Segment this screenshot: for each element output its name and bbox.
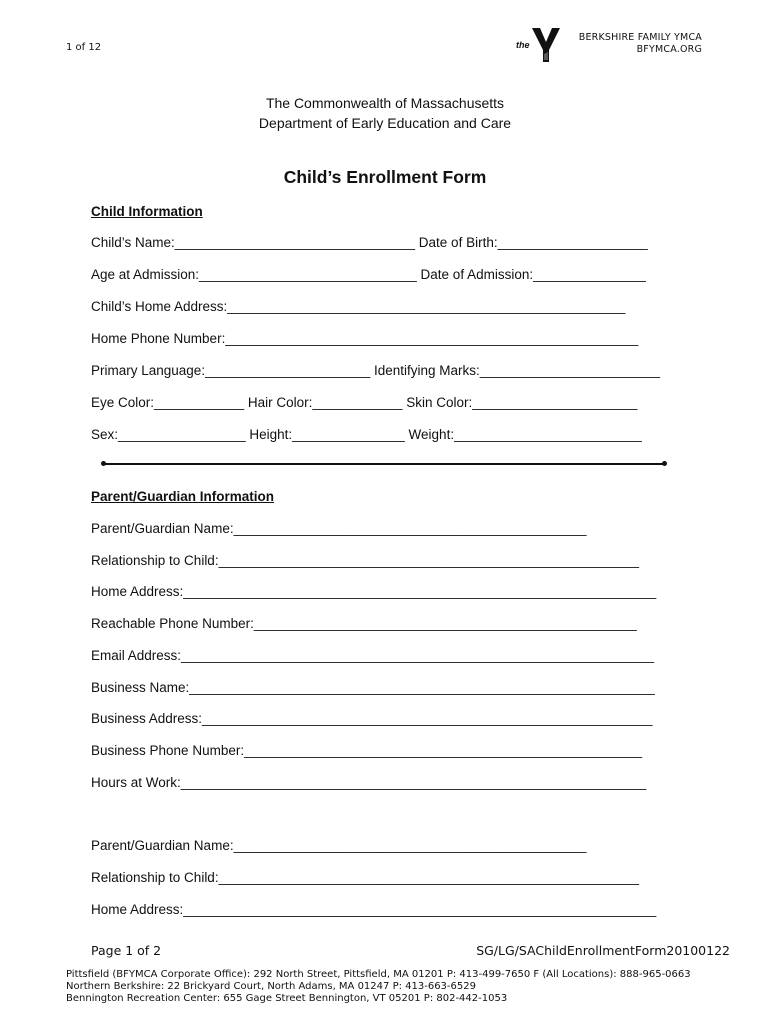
org-url: BFYMCA.ORG	[636, 44, 702, 55]
form-row-business-address[interactable]: Business Address:____________________________________________________________	[91, 711, 653, 726]
section-divider	[103, 463, 666, 465]
form-row-relationship[interactable]: Relationship to Child:________________________________________________________	[91, 553, 640, 568]
page-title: Child’s Enrollment Form	[283, 167, 487, 187]
section-title-parent: Parent/Guardian Information	[91, 489, 275, 504]
form-row-home-phone[interactable]: Home Phone Number:_______________________________________________________	[91, 331, 639, 346]
divider-dot-right	[662, 461, 667, 466]
heading-department: Department of Early Education and Care	[258, 115, 512, 131]
org-info	[579, 32, 702, 56]
footer-address-bennington: Bennington Recreation Center: 655 Gage Street Bennington, VT 05201 P: 802-442-1053	[66, 993, 508, 1004]
ymca-logo	[514, 26, 562, 64]
section-title-child: Child Information	[91, 204, 203, 219]
form-row-age-admission[interactable]: Age at Admission:_____________________________ Date of Admission:_______________	[91, 267, 646, 282]
footer-address-pittsfield: Pittsfield (BFYMCA Corporate Office): 292 North Street, Pittsfield, MA 01201 P: 413-499-7650 F (All Locations): 888-965-0663	[66, 969, 691, 980]
form-row-home-address-2[interactable]: Home Address:_______________________________________________________________	[91, 902, 657, 917]
form-row-email[interactable]: Email Address:_______________________________________________________________	[91, 648, 655, 663]
footer-page-number: Page 1 of 2	[91, 943, 162, 958]
form-row-reachable-phone[interactable]: Reachable Phone Number:___________________________________________________	[91, 616, 637, 631]
page-count: 1 of 12	[66, 42, 102, 53]
footer-address-northern: Northern Berkshire: 22 Brickyard Court, North Adams, MA 01247 P: 413-663-6529	[66, 981, 476, 992]
form-row-colors[interactable]: Eye Color:____________ Hair Color:____________ Skin Color:______________________	[91, 395, 638, 410]
form-row-hours-at-work[interactable]: Hours at Work:______________________________________________________________	[91, 775, 647, 790]
ymca-y-icon	[514, 26, 562, 64]
form-row-home-address[interactable]: Home Address:_______________________________________________________________	[91, 584, 657, 599]
form-row-language-marks[interactable]: Primary Language:______________________ Identifying Marks:________________________	[91, 363, 660, 378]
form-row-child-name[interactable]: Child’s Name:________________________________ Date of Birth:____________________	[91, 235, 648, 250]
form-row-child-address[interactable]: Child’s Home Address:_____________________________________________________	[91, 299, 626, 314]
form-row-parent-name[interactable]: Parent/Guardian Name:_______________________________________________	[91, 521, 587, 536]
org-name: BERKSHIRE FAMILY YMCA	[578, 32, 702, 43]
form-row-business-phone[interactable]: Business Phone Number:_____________________________________________________	[91, 743, 643, 758]
form-row-parent-name-2[interactable]: Parent/Guardian Name:_______________________________________________	[91, 838, 587, 853]
form-row-business-name[interactable]: Business Name:______________________________________________________________	[91, 680, 655, 695]
form-row-relationship-2[interactable]: Relationship to Child:________________________________________________________	[91, 870, 640, 885]
logo-the-text: the	[516, 40, 530, 50]
footer-form-code: SG/LG/SAChildEnrollmentForm20100122	[476, 943, 730, 958]
form-row-sex-height-weight[interactable]: Sex:_________________ Height:_______________ Weight:_________________________	[91, 427, 642, 442]
heading-commonwealth: The Commonwealth of Massachusetts	[265, 95, 505, 111]
